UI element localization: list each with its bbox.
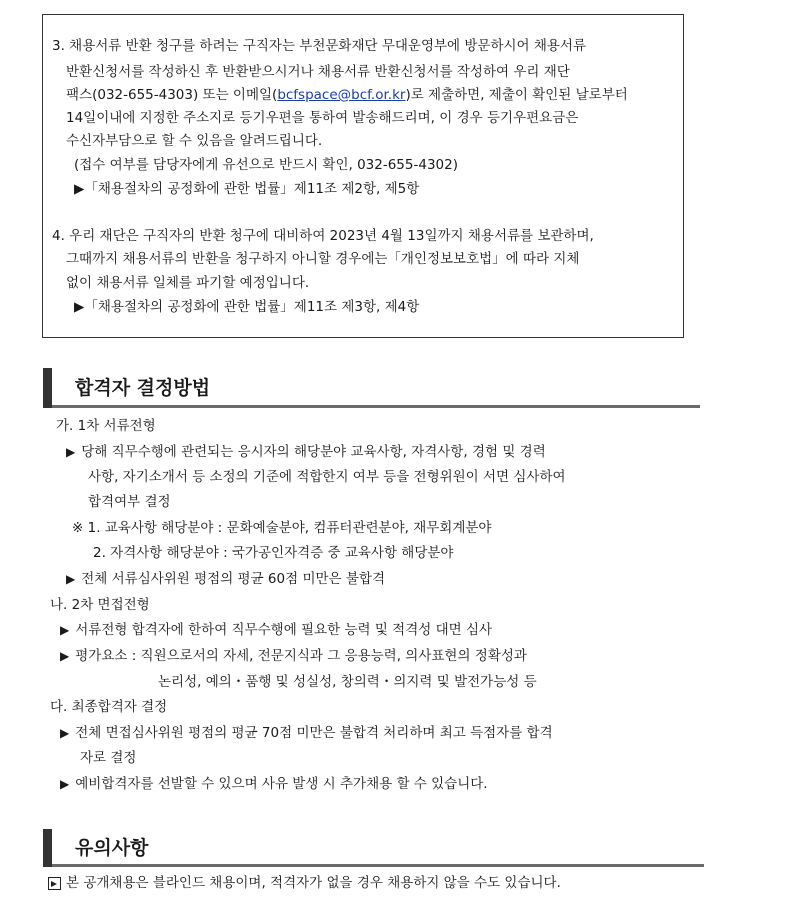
item3-law-ref: ▶「채용절차의 공정화에 관한 법률」제11조 제2항, 제5항 [74,181,420,197]
bullet-arrow-icon: ▶ [60,777,70,791]
step-b-heading: 나. 2차 면접전형 [50,597,150,613]
item3-line3 [66,85,628,105]
item4-line2: 그때까지 채용서류의 반환을 청구하지 아니할 경우에는「개인정보보호법」에 따라 지체 [66,251,580,267]
step-c-heading: 다. 최종합격자 결정 [50,699,168,715]
section-decision-rule [52,405,700,408]
section-notes-rule [52,864,704,867]
item3-line3-suffix: )로 제출하면, 제출이 확인된 날로부터 [405,87,628,103]
item4-line1: 4. 우리 재단은 구직자의 반환 청구에 대비하여 2023년 4월 13일까지 채용서류를 보관하며, [52,228,594,244]
item3-line6: (접수 여부를 담당자에게 유선으로 반드시 확인, 032-655-4302) [74,157,458,173]
bullet-arrow-icon: ▶ [60,649,70,663]
item3-line5: 수신자부담으로 할 수 있음을 알려드립니다. [66,133,323,149]
step-b-bullet2-line2: 논리성, 예의・품행 및 성실성, 창의력・의지력 및 발전가능성 등 [158,674,537,690]
boxed-arrow-icon [48,877,61,890]
section-decision-bar [43,368,52,408]
item3-line1: 3. 채용서류 반환 청구를 하려는 구직자는 부천문화재단 무대운영부에 방문하시어 채용서류 [52,38,587,54]
item3-line3-prefix: 팩스(032-655-4303) 또는 이메일( [66,87,278,103]
item4-law-ref: ▶「채용절차의 공정화에 관한 법률」제11조 제3항, 제4항 [74,299,420,315]
step-a-heading: 가. 1차 서류전형 [56,418,156,434]
step-a-bullet1-line3: 합격여부 결정 [88,494,171,510]
step-c-bullet1-line1: ▶ 전체 면접심사위원 평점의 평균 70점 미만은 불합격 처리하며 최고 득점자를 합격 [60,725,553,741]
step-c-bullet1-line2: 자로 결정 [80,750,137,766]
bullet-arrow-icon: ▶ [66,572,76,586]
step-a-note2: 2. 자격사항 해당분야 : 국가공인자격증 중 교육사항 해당분야 [93,545,454,561]
step-a-bullet1-line1: ▶ 당해 직무수행에 관련되는 응시자의 해당분야 교육사항, 자격사항, 경험 및 경력 [66,444,546,460]
bullet-arrow-icon: ▶ [60,623,70,637]
item3-line2: 반환신청서를 작성하신 후 반환받으시거나 채용서류 반환신청서를 작성하여 우리 재단 [66,64,570,80]
section-notes-title: 유의사항 [75,837,149,859]
section-decision-title: 합격자 결정방법 [75,377,211,399]
email-link[interactable]: bcfspace@bcf.or.kr [277,87,406,103]
notes-item1: 본 공개채용은 블라인드 채용이며, 적격자가 없을 경우 채용하지 않을 수도 있습니다. [66,875,561,891]
item3-line4: 14일이내에 지정한 주소지로 등기우편을 통하여 발송해드리며, 이 경우 등기우편요금은 [66,110,579,126]
bullet-arrow-icon: ▶ [66,445,76,459]
bullet-arrow-icon: ▶ [60,726,70,740]
step-b-bullet2-line1: ▶ 평가요소 : 직원으로서의 자세, 전문지식과 그 응용능력, 의사표현의 정확성과 [60,648,527,664]
step-a-bullet2: ▶ 전체 서류심사위원 평점의 평균 60점 미만은 불합격 [66,571,385,587]
step-b-bullet1: ▶ 서류전형 합격자에 한하여 직무수행에 필요한 능력 및 적격성 대면 심사 [60,622,493,638]
step-c-bullet2: ▶ 예비합격자를 선발할 수 있으며 사유 발생 시 추가채용 할 수 있습니다. [60,776,488,792]
section-notes-bar [43,829,52,867]
step-a-bullet1-line2: 사항, 자기소개서 등 소정의 기준에 적합한지 여부 등을 전형위원이 서면 심사하여 [88,469,566,485]
step-a-note1: ※ 1. 교육사항 해당분야 : 문화예술분야, 컴퓨터관련분야, 재무회계분야 [72,520,492,536]
item4-line3: 없이 채용서류 일체를 파기할 예정입니다. [66,275,310,291]
